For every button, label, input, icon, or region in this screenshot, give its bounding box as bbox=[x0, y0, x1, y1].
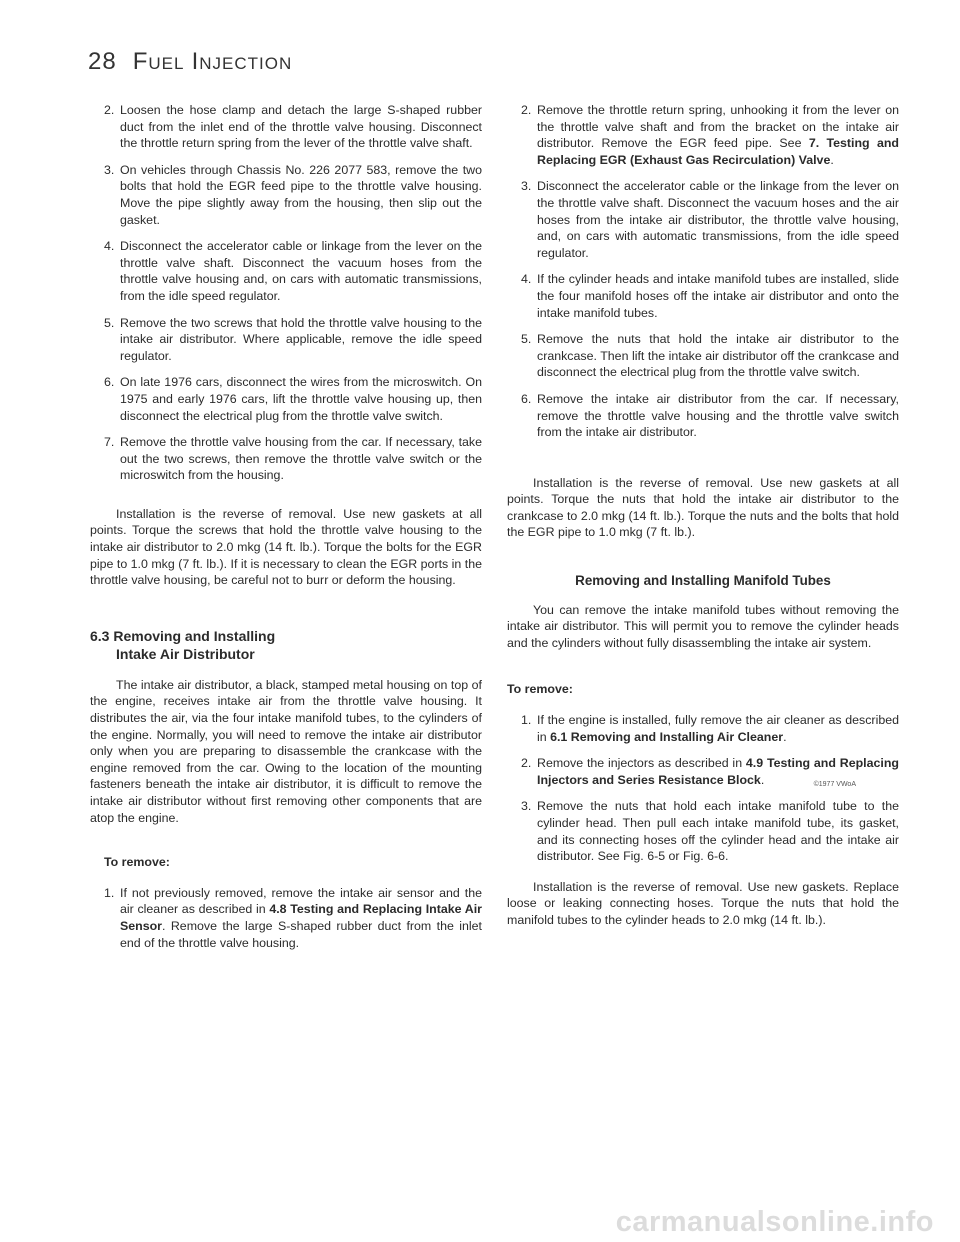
section-intro-paragraph: The intake air distributor, a black, stamped metal housing on top of the engine, receives intake air from the throttle valve housing. It distributes the air, via the four intake manifold tubes, to the cylinders of the engine. Normally, you will need to remove the intake air distributor only when you are preparing to disassemble the crankcase with the engine removed from the car. Owing to the location of the mounting fasteners beneath the intake air distributor, it is difficult to remove the intake air distributor without first removing other components that are atop the engine. bbox=[90, 677, 482, 825]
page-header bbox=[88, 48, 292, 76]
title-rest-2: NJECTION bbox=[199, 54, 293, 73]
section-title: 6.3 Removing and Installing Intake Air Distributor bbox=[90, 627, 276, 662]
title-initial-2: I bbox=[191, 48, 200, 75]
list-item: 3. On vehicles through Chassis No. 226 2077 583, remove the two bolts that hold the EGR feed pipe to the throttle valve housing. Move the pipe slightly away from the housing, then slip out the gasket. bbox=[104, 162, 482, 227]
list-item: 5. Remove the nuts that hold the intake air distributor to the crankcase. Then lift the intake air distributor off the crankcase and disconnect the electrical plug from the throttle valve switch. bbox=[521, 332, 899, 380]
list-item: 7. Remove the throttle valve housing from the car. If necessary, take out the two screws, then remove the throttle valve switch or the microswitch from the housing. bbox=[104, 435, 482, 483]
to-remove-heading: To remove: bbox=[104, 855, 170, 870]
right-column bbox=[507, 102, 899, 929]
installation-paragraph: Installation is the reverse of removal. Use new gaskets at all points. Torque the screws that hold the throttle valve housing to the intake air distributor to 2.0 mkg (14 ft. lb.). Torque the bolts for the EGR pipe to 1.0 mkg (7 ft. lb.). If it is necessary to clean the EGR ports in the throttle valve housing, be careful not to burr or deform the housing. bbox=[90, 506, 482, 588]
left-column bbox=[90, 102, 482, 961]
list-item: 1. If the engine is installed, fully remove the air cleaner as described in 6.1 Removing and Installing Air Cleaner. bbox=[521, 713, 899, 744]
list-item: 6. Remove the intake air distributor from the car. If necessary, remove the throttle valve housing and the throttle valve switch from the intake air distributor. bbox=[521, 391, 899, 440]
title-initial-1: F bbox=[132, 48, 149, 75]
to-remove-heading: To remove: bbox=[507, 682, 573, 697]
list-item: 4. If the cylinder heads and intake manifold tubes are installed, slide the four manifold hoses off the intake air distributor and onto the intake manifold tubes. bbox=[521, 272, 899, 320]
final-installation-paragraph: Installation is the reverse of removal. Use new gaskets. Replace loose or leaking connecting hoses. Torque the nuts that hold the manifold tubes to the cylinder heads to 2.0 mkg (14 ft. lb.). bbox=[507, 879, 899, 927]
installation-paragraph: Installation is the reverse of removal. Use new gaskets at all points. Torque the nuts that hold the intake air distributor to the crankcase to 2.0 mkg (14 ft. lb.). Torque the nuts and the bolts that hold the EGR pipe to 1.0 mkg (7 ft. lb.). bbox=[507, 475, 899, 540]
manifold-intro-paragraph: You can remove the intake manifold tubes without removing the intake air distributor. This will permit you to remove the cylinder heads and the cylinders without fully disassembling the intake air system. bbox=[507, 602, 899, 650]
list-item: 5. Remove the two screws that hold the throttle valve housing to the intake air distributor. Where applicable, remove the idle speed regulator. bbox=[104, 315, 482, 363]
list-item: 6. On late 1976 cars, disconnect the wires from the microswitch. On 1975 and early 1976 cars, lift the throttle valve housing up, then disconnect the electrical plug from the throttle valve switch. bbox=[104, 375, 482, 423]
copyright-notice: ©1977 VWoA bbox=[813, 781, 856, 788]
list-item: 3. Remove the nuts that hold each intake manifold tube to the cylinder head. Then pull each intake manifold tube, its gasket, and its connecting hoses off the cylinder head and the intake air distributor. See Fig. 6-5 or Fig. 6-6. bbox=[521, 799, 899, 864]
list-item: 2. Loosen the hose clamp and detach the large S-shaped rubber duct from the inlet end of the throttle valve housing. Disconnect the throttle return spring from the lever of the throttle valve shaft. bbox=[104, 103, 482, 151]
page-number: 28 bbox=[88, 48, 117, 75]
watermark: carmanualsonline.info bbox=[615, 1206, 934, 1238]
list-item: 1. If not previously removed, remove the intake air sensor and the air cleaner as described in 4.8 Testing and Replacing Intake Air Sensor. Remove the large S-shaped rubber duct from the inlet end of the throttle valve housing. bbox=[104, 885, 482, 950]
title-rest-1: UEL bbox=[148, 54, 185, 73]
subsection-heading: Removing and Installing Manifold Tubes bbox=[575, 573, 831, 589]
list-item: 4. Disconnect the accelerator cable or linkage from the lever on the throttle valve shaft. Disconnect the vacuum hoses from the throttle valve housing and, on cars with automatic transmissions, from the idle speed regulator. bbox=[104, 239, 482, 303]
list-item: 3. Disconnect the accelerator cable or the linkage from the lever on the throttle valve shaft. Disconnect the vacuum hoses and the air hoses from the intake air distributor, the throttle valve housing, and, on cars with automatic transmissions, from the idle speed regulator. bbox=[521, 179, 899, 260]
list-item: 2. Remove the throttle return spring, unhooking it from the lever on the throttle valve shaft and from the bracket on the intake air distributor. Remove the EGR feed pipe. See 7. Testing and Replacing EGR (Exhaust Gas Recirculation) Valve. bbox=[521, 103, 899, 167]
list-item: 2. Remove the injectors as described in 4.9 Testing and Replacing Injectors and Series Resistance Block. bbox=[521, 756, 899, 787]
